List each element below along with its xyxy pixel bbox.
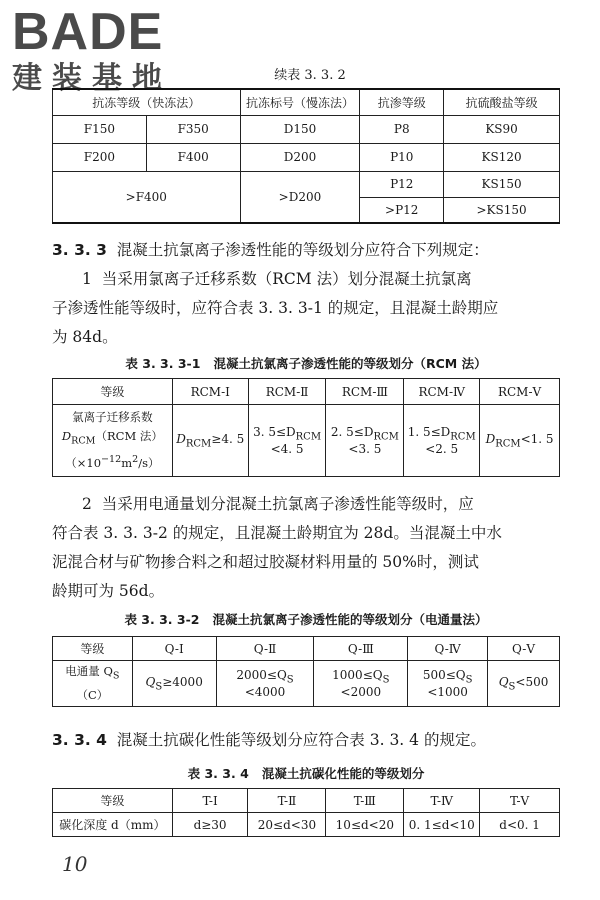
paragraph-line: 泥混合材与矿物掺合料之和超过胶凝材料用量的 50%时，测试: [52, 553, 479, 571]
symbol: D: [485, 431, 496, 446]
item-2-paragraph: [52, 490, 558, 606]
label-line: （RCM 法）: [95, 428, 163, 443]
table-cell: >D200: [240, 171, 360, 223]
table-header: Q-Ⅴ: [488, 637, 560, 661]
table-row: [53, 171, 560, 197]
table-header: Q-Ⅲ: [314, 637, 408, 661]
table-header: Q-Ⅳ: [408, 637, 488, 661]
table-header: 等级: [53, 637, 133, 661]
row-label: 碳化深度 d（mm）: [53, 813, 173, 837]
table-cell: F200: [53, 143, 147, 171]
value: <500: [515, 674, 549, 689]
paragraph-line: 当采用氯离子迁移系数（RCM 法）划分混凝土抗氯离: [101, 270, 472, 288]
table-cell: P10: [360, 143, 444, 171]
table-row: [53, 143, 560, 171]
table-header: RCM-Ⅲ: [326, 379, 404, 405]
row-label: [53, 405, 173, 477]
table-cell: [408, 661, 488, 707]
value: 1000≤Q: [332, 667, 383, 682]
section-334: [52, 726, 558, 755]
symbol: D: [61, 428, 72, 443]
table-header: T-Ⅳ: [404, 789, 480, 813]
table-header: RCM-Ⅰ: [172, 379, 248, 405]
table-cell: F350: [146, 115, 240, 143]
label-line: 电通量 Q: [65, 664, 113, 679]
table-header: T-Ⅲ: [326, 789, 404, 813]
table-cell: 0. 1≤d<10: [404, 813, 480, 837]
paragraph-line: 为 84d。: [52, 328, 118, 346]
table-header: RCM-Ⅴ: [480, 379, 560, 405]
table-cell: >P12: [360, 197, 444, 223]
subscript: S: [508, 681, 516, 693]
table-332: [52, 88, 560, 224]
table-332-header: 抗冻标号（慢冻法）: [240, 89, 360, 115]
table-header: RCM-Ⅱ: [248, 379, 326, 405]
table-3331-caption: [52, 354, 560, 372]
table-3331: [52, 378, 560, 477]
table-row: [53, 661, 560, 707]
table-cell: [488, 661, 560, 707]
brand-logo: [12, 3, 172, 96]
paragraph-line: 龄期可为 56d。: [52, 582, 165, 600]
value: ≥4000: [162, 674, 203, 689]
table-cell: [172, 405, 248, 477]
table-cell: KS150: [444, 171, 560, 197]
value: 2000≤Q: [236, 667, 287, 682]
value: <4. 5: [270, 442, 304, 457]
paragraph-line: 符合表 3. 3. 3-2 的规定，且混凝土龄期宜为 28d。当混凝土中水: [52, 524, 502, 542]
subscript: S: [155, 681, 163, 693]
symbol: Q: [145, 674, 156, 689]
caption-text: 混凝土抗氯离子渗透性能的等级划分（电通量法）: [212, 612, 488, 627]
table-cell: [248, 405, 326, 477]
caption-text: 混凝土抗碳化性能的等级划分: [261, 766, 425, 781]
table-header: T-Ⅴ: [480, 789, 560, 813]
superscript: 2: [132, 454, 139, 466]
section-number: 3. 3. 4: [52, 731, 107, 749]
table-cell: [132, 661, 216, 707]
table-3332: [52, 636, 560, 707]
table-cell: KS120: [444, 143, 560, 171]
table-header: T-Ⅰ: [172, 789, 248, 813]
table-332-caption: 续表 3. 3. 2: [274, 68, 346, 83]
table-3332-caption: [52, 610, 560, 628]
subscript: RCM: [71, 435, 96, 447]
subscript: S: [382, 674, 390, 686]
table-334: [52, 788, 560, 837]
value: 500≤Q: [422, 667, 466, 682]
table-cell: D150: [240, 115, 360, 143]
page-number: 10: [62, 852, 88, 876]
value: ≥4. 5: [211, 431, 245, 446]
subscript: RCM: [185, 438, 212, 450]
item-number: 1: [82, 270, 92, 288]
table-334-caption: [52, 764, 560, 782]
subscript: S: [465, 674, 473, 686]
paragraph-line: 当采用电通量划分混凝土抗氯离子渗透性能等级时，应: [101, 495, 474, 513]
table-header: Q-Ⅰ: [132, 637, 216, 661]
table-cell: [404, 405, 480, 477]
caption-text: 混凝土抗氯离子渗透性能的等级划分（RCM 法）: [213, 356, 487, 371]
subscript: RCM: [495, 438, 521, 450]
table-cell: F400: [146, 143, 240, 171]
section-text: 混凝土抗氯离子渗透性能的等级划分应符合下列规定：: [116, 241, 489, 259]
caption-number: 表 3. 3. 3-1: [125, 356, 201, 371]
value: <1. 5: [520, 431, 554, 446]
table-row: [53, 115, 560, 143]
paragraph-line: 子渗透性能等级时，应符合表 3. 3. 3-1 的规定，且混凝土龄期应: [52, 299, 499, 317]
symbol: D: [176, 431, 186, 446]
subscript: RCM: [373, 431, 399, 443]
table-cell: >F400: [53, 171, 241, 223]
value: <2. 5: [425, 442, 459, 457]
item-number: 2: [82, 495, 92, 513]
table-cell: d<0. 1: [480, 813, 560, 837]
label-line: 氯离子迁移系数: [72, 409, 153, 424]
table-cell: >KS150: [444, 197, 560, 223]
table-cell: 10≤d<20: [326, 813, 404, 837]
section-333: [52, 236, 558, 352]
table-cell: [480, 405, 560, 477]
value: <1000: [427, 685, 468, 700]
logo-subtitle: 建装基地: [12, 61, 172, 96]
table-header: T-Ⅱ: [248, 789, 326, 813]
table-header: 等级: [53, 789, 173, 813]
logo-wordmark: BADE: [12, 3, 164, 61]
table-row: [53, 405, 560, 477]
table-332-header: 抗冻等级（快冻法）: [53, 89, 241, 115]
table-cell: [216, 661, 314, 707]
row-label: [53, 661, 133, 707]
table-cell: D200: [240, 143, 360, 171]
symbol: Q: [498, 674, 509, 689]
table-cell: F150: [53, 115, 147, 143]
caption-number: 表 3. 3. 3-2: [124, 612, 200, 627]
table-cell: P12: [360, 171, 444, 197]
table-cell: d≥30: [172, 813, 248, 837]
label-line: （×10: [65, 456, 102, 471]
table-332-header: 抗硫酸盐等级: [444, 89, 560, 115]
value: 1. 5≤D: [407, 424, 451, 439]
subscript: S: [286, 674, 294, 686]
value: 3. 5≤D: [253, 424, 296, 439]
label-line: （C）: [76, 687, 109, 702]
table-cell: 20≤d<30: [248, 813, 326, 837]
caption-number: 表 3. 3. 4: [187, 766, 249, 781]
value: <2000: [340, 685, 382, 700]
superscript: −12: [101, 454, 122, 466]
subscript: S: [112, 670, 120, 682]
table-row: [53, 813, 560, 837]
value: <3. 5: [348, 442, 382, 457]
value: 2. 5≤D: [330, 424, 374, 439]
label-line: m: [121, 456, 133, 471]
value: <4000: [244, 685, 286, 700]
table-cell: P8: [360, 115, 444, 143]
table-header: RCM-Ⅳ: [404, 379, 480, 405]
section-text: 混凝土抗碳化性能等级划分应符合表 3. 3. 4 的规定。: [116, 731, 486, 749]
table-cell: [314, 661, 408, 707]
label-line: /s）: [138, 456, 160, 471]
table-cell: KS90: [444, 115, 560, 143]
table-header: Q-Ⅱ: [216, 637, 314, 661]
section-number: 3. 3. 3: [52, 241, 107, 259]
subscript: RCM: [450, 431, 476, 443]
table-header: 等级: [53, 379, 173, 405]
subscript: RCM: [295, 431, 322, 443]
table-332-header: 抗渗等级: [360, 89, 444, 115]
table-cell: [326, 405, 404, 477]
